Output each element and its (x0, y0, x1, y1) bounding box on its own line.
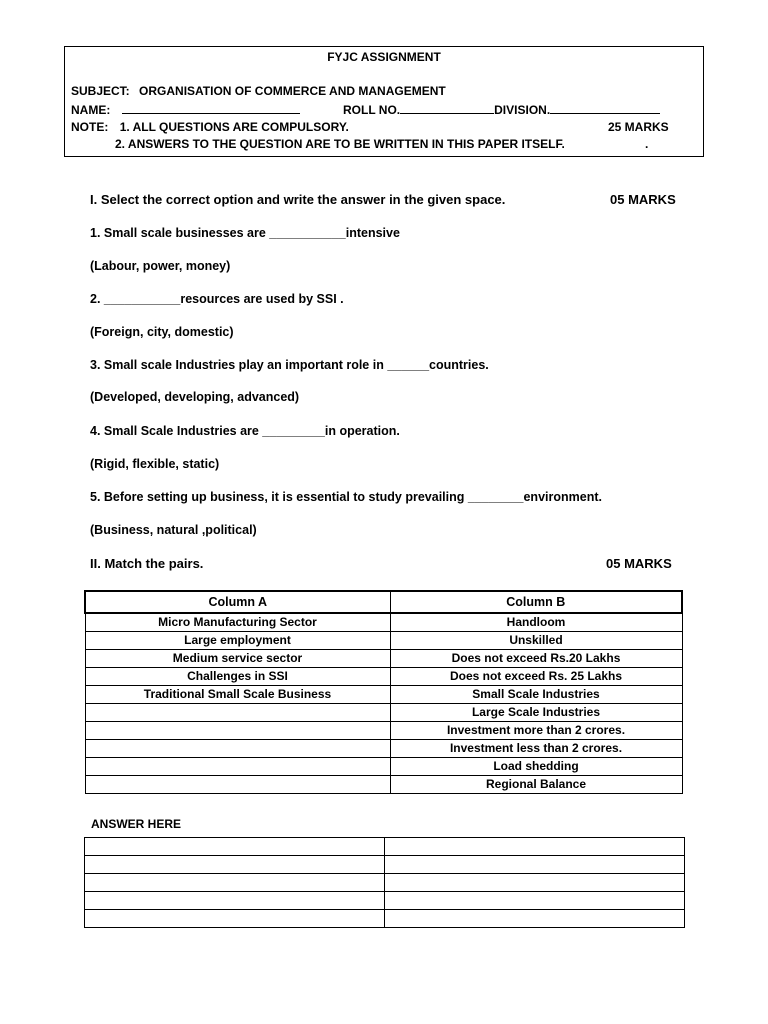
assignment-title: FYJC ASSIGNMENT (327, 50, 441, 64)
division-blank[interactable] (550, 102, 660, 114)
table-row (85, 722, 682, 740)
column-b-cell: Small Scale Industries (390, 686, 682, 704)
table-row (85, 758, 682, 776)
note-label: NOTE: (71, 120, 109, 134)
answer-table (84, 837, 685, 928)
question-1: 1. Small scale businesses are ___________intensive (90, 226, 400, 240)
column-b-cell: Regional Balance (390, 776, 682, 794)
answer-cell[interactable] (384, 892, 685, 910)
question-5: 5. Before setting up business, it is essential to study prevailing ________environment. (90, 490, 602, 504)
answer-here-label: ANSWER HERE (91, 817, 182, 831)
column-a-header: Column A (85, 591, 390, 613)
section-2-heading: II. Match the pairs. (90, 556, 204, 571)
note-2-tail: . (645, 137, 649, 151)
roll-label: ROLL NO. (343, 103, 401, 117)
column-b-cell: Large Scale Industries (390, 704, 682, 722)
note-2: 2. ANSWERS TO THE QUESTION ARE TO BE WRITTEN IN THIS PAPER ITSELF. (115, 137, 565, 151)
answer-cell[interactable] (85, 838, 385, 856)
answer-cell[interactable] (85, 892, 385, 910)
answer-row (85, 892, 685, 910)
column-a-cell (85, 740, 390, 758)
subject-line (71, 84, 446, 98)
header-box (64, 46, 704, 157)
section-2-marks: 05 MARKS (606, 556, 672, 571)
name-blank[interactable] (122, 102, 300, 114)
answer-cell[interactable] (85, 874, 385, 892)
question-3: 3. Small scale Industries play an important role in ______countries. (90, 358, 489, 372)
roll-blank[interactable] (400, 102, 494, 114)
question-4-options: (Rigid, flexible, static) (90, 457, 220, 471)
answer-cell[interactable] (384, 856, 685, 874)
column-a-cell (85, 722, 390, 740)
answer-cell[interactable] (85, 910, 385, 928)
column-a-cell: Large employment (85, 632, 390, 650)
column-b-header: Column B (390, 591, 682, 613)
question-2-options: (Foreign, city, domestic) (90, 325, 234, 339)
column-b-cell: Unskilled (390, 632, 682, 650)
answer-row (85, 874, 685, 892)
section-1-heading: I. Select the correct option and write the answer in the given space. (90, 192, 506, 207)
column-a-cell: Micro Manufacturing Sector (85, 613, 390, 632)
question-2: 2. ___________resources are used by SSI . (90, 292, 344, 306)
division-label: DIVISION. (494, 103, 551, 117)
answer-cell[interactable] (85, 856, 385, 874)
answer-row (85, 856, 685, 874)
question-5-options: (Business, natural ,political) (90, 523, 257, 537)
column-b-cell: Investment more than 2 crores. (390, 722, 682, 740)
subject-label: SUBJECT: (71, 84, 130, 98)
table-row (85, 668, 682, 686)
name-line (71, 102, 660, 117)
question-4: 4. Small Scale Industries are _________in operation. (90, 424, 400, 438)
column-a-cell: Medium service sector (85, 650, 390, 668)
match-table (84, 590, 683, 794)
note-line-1 (71, 120, 349, 134)
note-1: 1. ALL QUESTIONS ARE COMPULSORY. (119, 120, 349, 134)
answer-cell[interactable] (384, 874, 685, 892)
name-label: NAME: (71, 103, 111, 117)
section-1-marks: 05 MARKS (610, 192, 676, 207)
column-b-cell: Handloom (390, 613, 682, 632)
answer-row (85, 910, 685, 928)
answer-cell[interactable] (384, 838, 685, 856)
table-row (85, 776, 682, 794)
subject-value: ORGANISATION OF COMMERCE AND MANAGEMENT (139, 84, 446, 98)
table-row (85, 632, 682, 650)
table-row (85, 650, 682, 668)
total-marks: 25 MARKS (608, 120, 669, 134)
column-b-cell: Does not exceed Rs. 25 Lakhs (390, 668, 682, 686)
match-table-header-row (85, 591, 682, 613)
column-a-cell (85, 776, 390, 794)
question-1-options: (Labour, power, money) (90, 259, 231, 273)
column-b-cell: Load shedding (390, 758, 682, 776)
table-row (85, 704, 682, 722)
answer-row (85, 838, 685, 856)
column-a-cell: Challenges in SSI (85, 668, 390, 686)
column-b-cell: Investment less than 2 crores. (390, 740, 682, 758)
column-a-cell (85, 758, 390, 776)
table-row (85, 740, 682, 758)
question-3-options: (Developed, developing, advanced) (90, 390, 300, 404)
answer-cell[interactable] (384, 910, 685, 928)
column-a-cell (85, 704, 390, 722)
table-row (85, 613, 682, 632)
column-a-cell: Traditional Small Scale Business (85, 686, 390, 704)
column-b-cell: Does not exceed Rs.20 Lakhs (390, 650, 682, 668)
table-row (85, 686, 682, 704)
